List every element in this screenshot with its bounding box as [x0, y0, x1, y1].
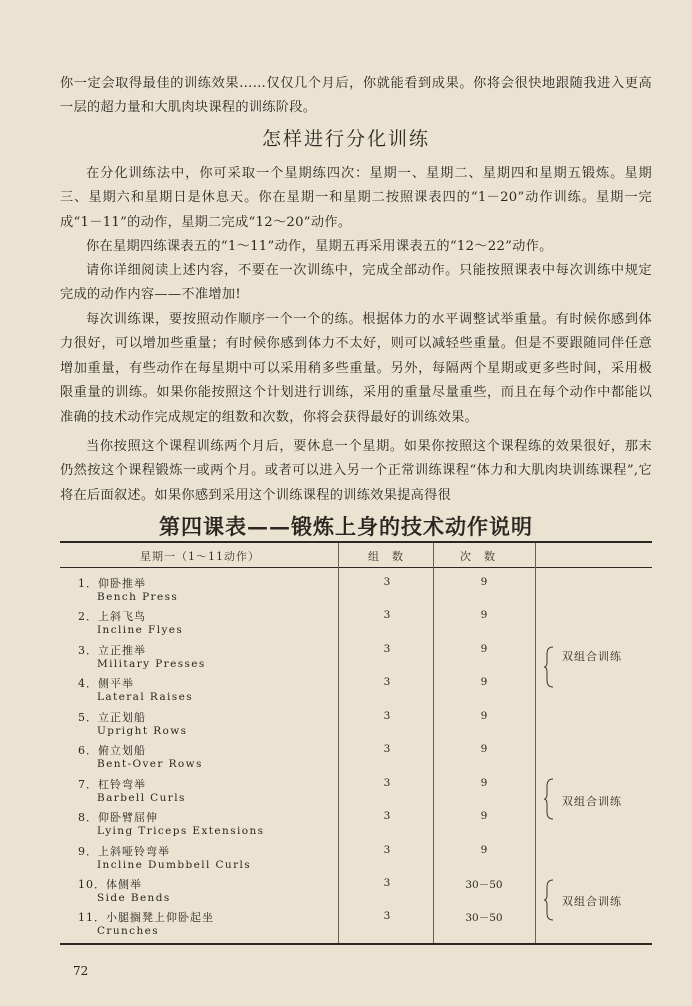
section-title: 怎样进行分化训练: [261, 128, 430, 150]
exercise-name-en: Lateral Raises: [97, 691, 193, 703]
reps-value: 30－50: [465, 912, 503, 924]
paragraph-split-schedule: 在分化训练法中，你可采取一个星期练四次：星期一、星期二、星期四和星期五锻炼。星期三、星期六和星期日是休息天。你在星期一和星期二按照课表四的“1－20”动作训练。星期一完成“1－11”的动作，星期二完成“12～20”动作。: [60, 166, 652, 230]
sets-value: 3: [383, 844, 391, 856]
column-divider: [535, 543, 536, 943]
brace-icon: [543, 778, 557, 820]
table-title: 第四课表——锻炼上身的技术动作说明: [159, 514, 533, 539]
exercise-name-cn: 7．杠铃弯举: [78, 778, 146, 791]
reps-value: 9: [480, 643, 488, 655]
header-day: 星期一（1～11动作）: [140, 550, 260, 563]
exercise-name-cn: 10．体侧举: [78, 878, 142, 891]
column-divider: [433, 543, 434, 943]
exercise-name-en: Crunches: [97, 925, 160, 937]
superset-note: 双组合训练: [562, 650, 622, 663]
reps-value: 30－50: [465, 879, 503, 891]
reps-value: 9: [480, 743, 488, 755]
exercise-name-en: Lying Triceps Extensions: [97, 825, 265, 837]
exercise-name-cn: 8．仰卧臂屈伸: [78, 811, 158, 824]
exercise-name-en: Barbell Curls: [97, 792, 186, 804]
sets-value: 3: [383, 877, 391, 889]
paragraph-after-two-months: 当你按照这个课程训练两个月后，要休息一个星期。如果你按照这个课程练的效果很好，那末仍然按这个课程锻炼一或两个月。或者可以进入另一个正常训练课程“体力和大肌肉块训练课程”,它将在后面叙述。如果你感到采用这个训练课程的训练效果提高得很: [60, 439, 652, 503]
sets-value: 3: [383, 743, 391, 755]
paragraph-intro: 你一定会取得最佳的训练效果……仅仅几个月后，你就能看到成果。你将会很快地跟随我进入更高一层的超力量和大肌肉块课程的训练阶段。: [60, 76, 652, 116]
sets-value: 3: [383, 710, 391, 722]
sets-value: 3: [383, 643, 391, 655]
exercise-name-en: Incline Dumbbell Curls: [97, 859, 252, 871]
exercise-name-cn: 9．上斜哑铃弯举: [78, 845, 170, 858]
reps-value: 9: [480, 576, 488, 588]
exercise-name-en: Upright Rows: [97, 725, 188, 737]
exercise-name-cn: 3．立正推举: [78, 644, 146, 657]
sets-value: 3: [383, 576, 391, 588]
exercise-name-cn: 4．侧平举: [78, 677, 134, 690]
exercise-name-cn: 2．上斜飞鸟: [78, 610, 146, 623]
brace-icon: [543, 879, 557, 921]
exercise-name-en: Bench Press: [97, 591, 179, 603]
exercise-name-cn: 11．小腿搁凳上仰卧起坐: [78, 911, 214, 924]
paragraph-read-carefully: 请你详细阅读上述内容，不要在一次训练中，完成全部动作。只能按照课表中每次训练中规定完成的动作内容——不准增加!: [60, 263, 652, 303]
table-bottom-rule: [60, 943, 652, 945]
reps-value: 9: [480, 844, 488, 856]
sets-value: 3: [383, 609, 391, 621]
header-sets: 组 数: [368, 550, 404, 563]
paragraph-thursday-friday: 你在星期四练课表五的“1～11”动作，星期五再采用课表五的“12～22”动作。: [86, 239, 553, 254]
paragraph-each-session: 每次训练课，要按照动作顺序一个一个的练。根据体力的水平调整试举重量。有时候你感到体力很好，可以增加些重量；有时候你感到体力不太好，则可以减轻些重量。但是不要跟随同伴任意增加重量，有些动作在每星期中可以采用稍多些重量。另外，每隔两个星期或更多些时间，采用极限重量的训练。如果你能按照这个计划进行训练，采用的重量尽量重些，而且在每个动作中都能以准确的技术动作完成规定的组数和次数，你将会获得最好的训练效果。: [60, 312, 652, 425]
sets-value: 3: [383, 910, 391, 922]
exercise-name-cn: 5．立正划船: [78, 711, 146, 724]
brace-icon: [543, 646, 557, 688]
exercise-name-cn: 6．俯立划船: [78, 744, 146, 757]
reps-value: 9: [480, 710, 488, 722]
reps-value: 9: [480, 777, 488, 789]
exercise-name-en: Bent-Over Rows: [97, 758, 203, 770]
column-divider: [338, 543, 339, 943]
table-header-rule: [60, 567, 652, 568]
exercise-name-en: Incline Flyes: [97, 624, 184, 636]
header-reps: 次 数: [460, 550, 496, 563]
exercise-name-en: Side Bends: [97, 892, 171, 904]
sets-value: 3: [383, 777, 391, 789]
sets-value: 3: [383, 676, 391, 688]
exercise-name-en: Military Presses: [97, 658, 206, 670]
superset-note: 双组合训练: [562, 895, 622, 908]
superset-note: 双组合训练: [562, 795, 622, 808]
exercise-name-cn: 1．仰卧推举: [78, 577, 146, 590]
sets-value: 3: [383, 810, 391, 822]
reps-value: 9: [480, 609, 488, 621]
reps-value: 9: [480, 810, 488, 822]
page-number: 72: [73, 964, 89, 978]
reps-value: 9: [480, 676, 488, 688]
table-top-rule: [60, 541, 652, 543]
